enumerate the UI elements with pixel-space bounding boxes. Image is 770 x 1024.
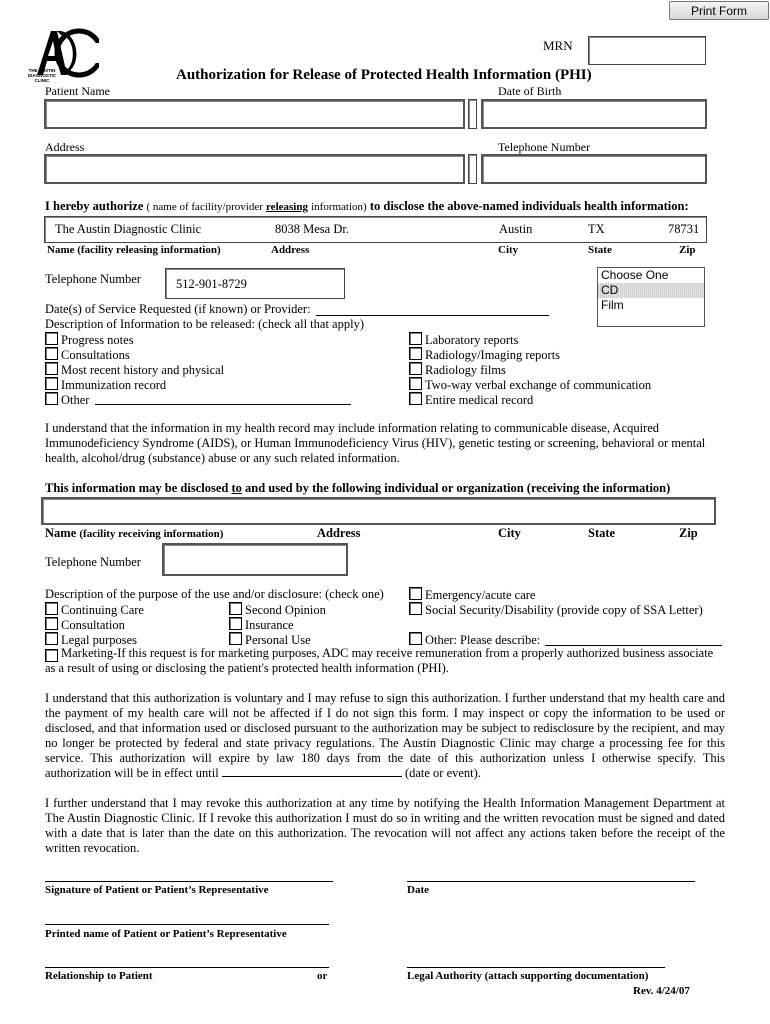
patient-phone-label: Telephone Number [498, 140, 591, 154]
printed-name-line[interactable] [45, 924, 329, 925]
info-item-consultations[interactable] [45, 347, 130, 363]
info-item-label: Two-way verbal exchange of communication [425, 378, 652, 392]
purpose-continuing-care[interactable] [45, 602, 144, 618]
info-item-label: Immunization record [61, 378, 167, 392]
receiving-city-label: City [498, 526, 521, 540]
patient-name-label: Patient Name [45, 84, 110, 98]
receiving-name-label [45, 526, 223, 541]
info-item-radiology-reports[interactable] [409, 347, 560, 363]
authorize-releasing: releasing [266, 201, 308, 213]
checkbox[interactable] [409, 632, 422, 645]
printed-name-label: Printed name of Patient or Patient’s Representative [45, 928, 287, 940]
purpose-label-text: Other: Please describe: [425, 633, 541, 647]
checkbox[interactable] [409, 332, 422, 345]
releasing-city: Austin [499, 222, 533, 236]
releasing-zip: 78731 [668, 222, 700, 236]
checkbox[interactable] [409, 377, 422, 390]
info-description-label: Description of Information to be released: (check all that apply) [45, 317, 364, 331]
date-line[interactable] [407, 881, 695, 882]
receiving-address-label: Address [317, 526, 361, 540]
patient-name-input[interactable] [44, 99, 465, 129]
dob-label: Date of Birth [498, 84, 562, 98]
signature-label: Signature of Patient or Patient’s Representative [45, 884, 269, 896]
purpose-second-opinion[interactable] [229, 602, 326, 618]
purpose-label-text: Continuing Care [61, 603, 144, 617]
checkbox[interactable] [409, 602, 422, 615]
receiving-phone-label: Telephone Number [45, 555, 141, 569]
purpose-emergency[interactable] [409, 587, 535, 603]
releasing-name-label: Name (facility releasing information) [47, 244, 221, 256]
marketing-text: Marketing-If this request is for marketing purposes, ADC may receive remuneration from a properly authorized business associate as a result of using or disclosing the patient's protected health information (PHI). [45, 646, 714, 675]
legal-authority-label: Legal Authority (attach supporting documentation) [407, 970, 649, 982]
dates-of-service-label: Date(s) of Service Requested (if known) or Provider: [45, 302, 311, 316]
purpose-insurance[interactable] [229, 617, 294, 633]
or-label: or [317, 970, 328, 982]
disclosed-statement [45, 481, 670, 496]
releasing-city-label: City [498, 244, 519, 256]
receiving-state-label: State [588, 526, 616, 540]
checkbox[interactable] [45, 617, 58, 630]
revoke-paragraph: I further understand that I may revoke this authorization at any time by notifying the Health Information Management Department at The Austin Diagnostic Clinic. If I revoke this authorization I must do so in writing and the written revocation must be signed and dated with a date that is later than the date on this authorization. The revocation will not affect any actions taken before the receipt of the written revocation. [45, 796, 725, 855]
checkbox[interactable] [409, 392, 422, 405]
info-item-label: Radiology/Imaging reports [425, 348, 561, 362]
releasing-phone-label: Telephone Number [45, 272, 141, 286]
info-item-label: Other [61, 393, 90, 407]
effect-blank[interactable] [222, 766, 402, 777]
releasing-phone-value: 512-901-8729 [176, 277, 247, 291]
dob-input[interactable] [468, 99, 477, 129]
authorize-paren-b: information) [311, 201, 367, 213]
authorize-paren-a: ( name of facility/provider [146, 201, 263, 213]
disclosed-to: to [231, 481, 242, 495]
checkbox[interactable] [45, 392, 58, 405]
info-item-immunization[interactable] [45, 377, 166, 393]
purpose-consultation[interactable] [45, 617, 125, 633]
disclosed-a: This information may be disclosed [45, 481, 229, 495]
address-input-gap[interactable] [468, 154, 477, 184]
purpose-label-text: Consultation [61, 618, 125, 632]
receiving-name: Name [45, 526, 77, 540]
checkbox[interactable] [45, 332, 58, 345]
releasing-state: TX [588, 222, 605, 236]
address-input[interactable] [44, 154, 465, 184]
info-item-label: Entire medical record [425, 393, 534, 407]
info-item-label: Progress notes [61, 333, 134, 347]
checkbox[interactable] [409, 587, 422, 600]
checkbox[interactable] [409, 347, 422, 360]
checkbox[interactable] [45, 602, 58, 615]
checkbox[interactable] [45, 377, 58, 390]
purpose-social-security[interactable] [409, 602, 703, 618]
receiving-phone-input[interactable] [162, 543, 348, 576]
address-label: Address [45, 140, 85, 154]
revision-label: Rev. 4/24/07 [633, 985, 690, 997]
checkbox[interactable] [229, 617, 242, 630]
legal-authority-line[interactable] [407, 967, 665, 968]
purpose-label-text: Social Security/Disability (provide copy of SSA Letter) [425, 603, 703, 617]
disclosed-b: and used by the following individual or organization (receiving the information) [245, 481, 671, 495]
info-item-verbal-exchange[interactable] [409, 377, 651, 393]
adc-logo [27, 25, 99, 87]
info-item-label: Laboratory reports [425, 333, 519, 347]
format-option-cd[interactable]: CD [598, 283, 704, 298]
dob-input-main[interactable] [481, 99, 707, 129]
purpose-label-text: Legal purposes [61, 633, 138, 647]
signature-line[interactable] [45, 881, 333, 882]
mrn-input[interactable] [588, 36, 706, 65]
format-option-film[interactable]: Film [601, 298, 624, 312]
effect-line [45, 766, 481, 781]
format-listbox[interactable] [597, 267, 705, 327]
receiving-facility-input[interactable] [41, 497, 716, 525]
logo-text: THE AUSTIN DIAGNOSTIC CLINIC [27, 68, 57, 83]
purpose-label-text: Emergency/acute care [425, 588, 536, 602]
receiving-name-paren: (facility receiving information) [79, 528, 224, 540]
mrn-label: MRN [543, 38, 573, 53]
relationship-label: Relationship to Patient [45, 970, 153, 982]
info-item-lab-reports[interactable] [409, 332, 518, 348]
checkbox[interactable] [45, 347, 58, 360]
releasing-state-label: State [588, 244, 612, 256]
checkbox[interactable] [45, 632, 58, 645]
receiving-zip-label: Zip [679, 526, 698, 540]
dates-of-service-line[interactable] [316, 315, 549, 316]
info-item-other[interactable] [45, 392, 89, 408]
info-item-label: Consultations [61, 348, 130, 362]
authorize-tail: to disclose the above-named individuals health information: [369, 199, 689, 213]
releasing-name: The Austin Diagnostic Clinic [55, 222, 202, 236]
authorize-statement [45, 199, 689, 214]
patient-phone-input[interactable] [481, 154, 707, 184]
releasing-address-label: Address [271, 244, 310, 256]
checkbox[interactable] [229, 632, 242, 645]
purpose-label-text: Second Opinion [245, 603, 326, 617]
releasing-address: 8038 Mesa Dr. [275, 222, 349, 236]
info-item-label: Most recent history and physical [61, 363, 225, 377]
info-item-radiology-films[interactable] [409, 362, 506, 378]
info-other-line[interactable] [95, 404, 351, 405]
effect-a: authorization will be in effect until [45, 766, 219, 780]
checkbox[interactable] [229, 602, 242, 615]
understand-paragraph: I understand that the information in my health record may include information relating to communicable disease, Acquired Immunodeficiency Syndrome (AIDS), or Human Immunodeficiency Virus (HIV), genetic testing or screening, behavioral or mental health, alcohol/drug (substance) abuse or any such related information. [45, 421, 706, 465]
checkbox[interactable] [45, 362, 58, 375]
print-form-button[interactable]: Print Form [669, 1, 769, 20]
info-item-progress-notes[interactable] [45, 332, 134, 348]
info-item-label: Radiology films [425, 363, 506, 377]
purpose-label-text: Personal Use [245, 633, 311, 647]
effect-b: (date or event). [404, 766, 481, 780]
authorize-lead: I hereby authorize [45, 199, 144, 213]
info-item-history-physical[interactable] [45, 362, 224, 378]
purpose-label-text: Insurance [245, 618, 294, 632]
format-option-choose-one[interactable]: Choose One [601, 268, 669, 282]
voluntary-paragraph: I understand that this authorization is voluntary and I may refuse to sign this authorization. I further understand that my health care and the payment of my health care will not be affected if I do not sign this form. I may inspect or copy the information to be used or disclosed, and that information used or disclosed pursuant to the authorization may be subject to redisclosure by the recipient, and may no longer be protected by federal and state privacy regulations. The Austin Diagnostic Clinic may charge a processing fee for this service. This authorization will expire by law 180 days from the date of this authorization unless I otherwise specify. This [45, 691, 725, 765]
date-label: Date [407, 884, 429, 896]
page-title: Authorization for Release of Protected Health Information (PHI) [176, 67, 592, 83]
checkbox[interactable] [409, 362, 422, 375]
info-item-entire-record[interactable] [409, 392, 533, 408]
purpose-label: Description of the purpose of the use and/or disclosure: (check one) [45, 587, 384, 601]
relationship-line[interactable] [45, 967, 329, 968]
releasing-zip-label: Zip [679, 244, 696, 256]
